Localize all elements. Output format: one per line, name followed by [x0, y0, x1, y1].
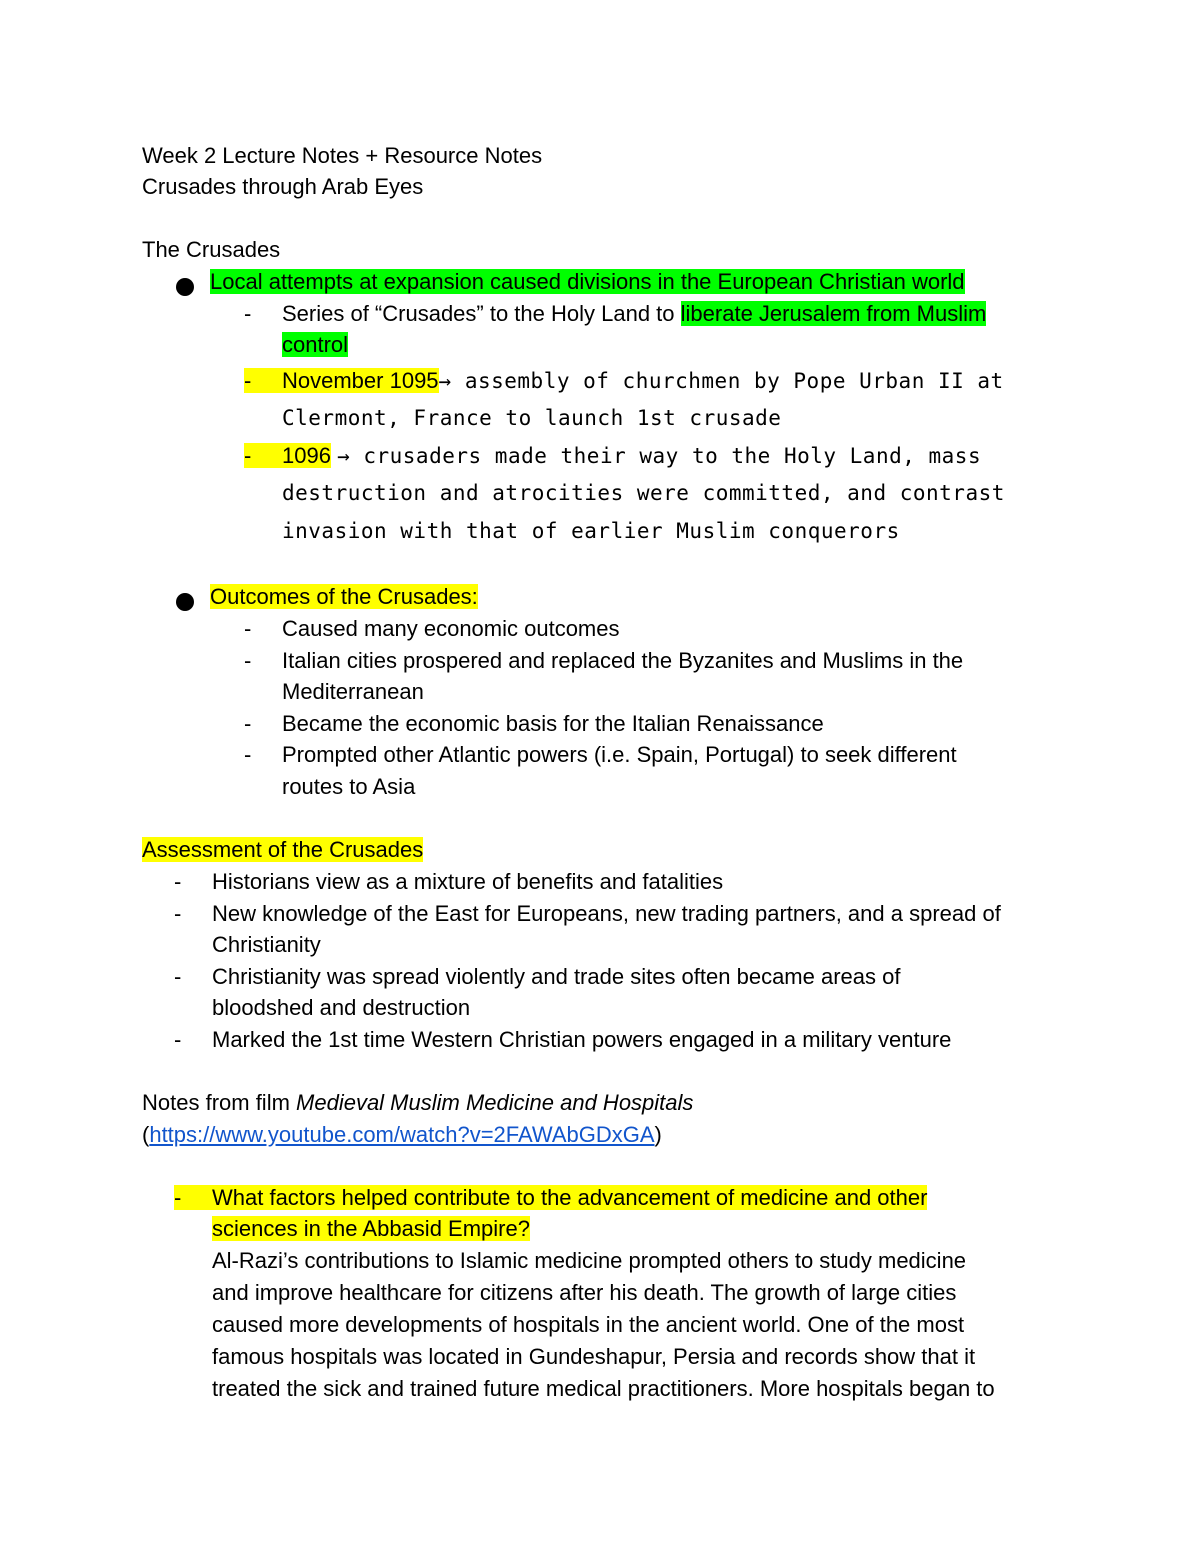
section-heading-assessment: Assessment of the Crusades	[142, 837, 424, 862]
bullet-dot	[176, 593, 194, 611]
item-series-of-crusades: Series of “Crusades” to the Holy Land to liberate Jerusalem from Muslim	[282, 301, 987, 326]
assessment-item-historians: Historians view as a mixture of benefits and fatalities	[212, 869, 724, 894]
item-renaissance: Became the economic basis for the Italian Renaissance	[282, 711, 824, 736]
dash: -	[174, 869, 182, 894]
item-atlantic-powers-cont: routes to Asia	[282, 774, 416, 799]
youtube-link[interactable]: https://www.youtube.com/watch?v=2FAWAbGDxGA	[149, 1122, 655, 1147]
section-heading-crusades: The Crusades	[142, 237, 281, 262]
answer-line: famous hospitals was located in Gundeshapur, Persia and records show that it	[212, 1344, 976, 1369]
dash: -	[174, 964, 182, 989]
answer-line: treated the sick and trained future medical practitioners. More hospitals began to	[212, 1376, 995, 1401]
dash: -	[244, 742, 252, 767]
item-1096-cont1: destruction and atrocities were committed, and contrast	[282, 481, 1005, 505]
document-subtitle: Crusades through Arab Eyes	[142, 174, 424, 199]
bullet-dot	[176, 278, 194, 296]
question-factors: What factors helped contribute to the advancement of medicine and other	[212, 1185, 928, 1210]
answer-line: caused more developments of hospitals in the ancient world. One of the most	[212, 1312, 965, 1337]
item-economic-outcomes: Caused many economic outcomes	[282, 616, 620, 641]
assessment-item-violence: Christianity was spread violently and trade sites often became areas of	[212, 964, 901, 989]
dash: -	[174, 1185, 212, 1210]
dash: -	[244, 443, 282, 468]
assessment-item-knowledge: New knowledge of the East for Europeans, new trading partners, and a spread of	[212, 901, 1001, 926]
item-atlantic-powers: Prompted other Atlantic powers (i.e. Spain, Portugal) to seek different	[282, 742, 957, 767]
item-italian-cities-cont: Mediterranean	[282, 679, 424, 704]
assessment-item-violence-cont: bloodshed and destruction	[212, 995, 471, 1020]
film-link-line: (https://www.youtube.com/watch?v=2FAWAbGDxGA)	[142, 1122, 662, 1147]
item-1096-cont2: invasion with that of earlier Muslim conquerors	[282, 519, 900, 543]
dash: -	[244, 368, 282, 393]
answer-line: Al-Razi’s contributions to Islamic medicine prompted others to study medicine	[212, 1248, 967, 1273]
assessment-item-knowledge-cont: Christianity	[212, 932, 321, 957]
item-november-1095: November 1095→ assembly of churchmen by Pope Urban II at	[282, 368, 1004, 393]
assessment-item-first-time: Marked the 1st time Western Christian powers engaged in a military venture	[212, 1027, 952, 1052]
item-1096: 1096 → crusaders made their way to the Holy Land, mass	[282, 443, 982, 468]
bullet-expansion: Local attempts at expansion caused divisions in the European Christian world	[210, 269, 965, 294]
dash: -	[244, 301, 252, 326]
item-italian-cities: Italian cities prospered and replaced the Byzanites and Muslims in the	[282, 648, 964, 673]
film-notes-heading: Notes from film Medieval Muslim Medicine and Hospitals	[142, 1090, 694, 1115]
item-series-of-crusades-cont: control	[282, 332, 349, 357]
answer-line: and improve healthcare for citizens after his death. The growth of large cities	[212, 1280, 957, 1305]
dash: -	[174, 1027, 182, 1052]
document-title: Week 2 Lecture Notes + Resource Notes	[142, 143, 543, 168]
dash: -	[244, 648, 252, 673]
bullet-outcomes: Outcomes of the Crusades:	[210, 584, 478, 609]
dash: -	[244, 711, 252, 736]
question-factors-cont: sciences in the Abbasid Empire?	[212, 1216, 530, 1241]
item-november-1095-cont: Clermont, France to launch 1st crusade	[282, 406, 782, 430]
dash: -	[174, 901, 182, 926]
dash: -	[244, 616, 252, 641]
